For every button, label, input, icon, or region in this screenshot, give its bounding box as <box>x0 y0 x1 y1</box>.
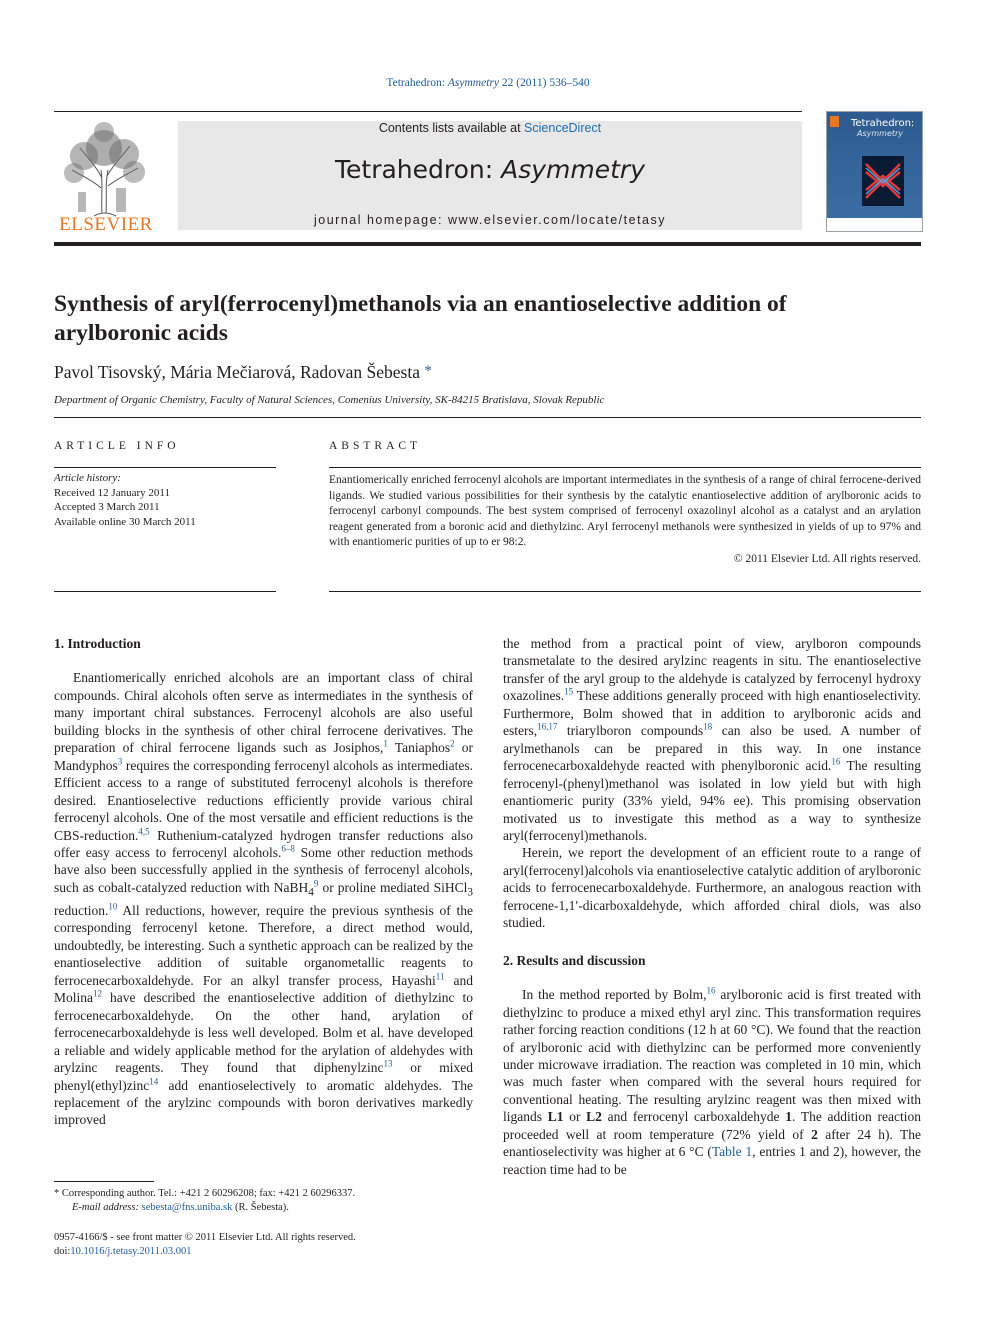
article-title: Synthesis of aryl(ferrocenyl)methanols via an enantioselective addition of arylboronic acids <box>54 291 787 346</box>
title-block-rule <box>54 417 921 418</box>
results-paragraph: In the method reported by Bolm,$^{16}$ arylboronic acid is first treated with diethylzinc to produce a mixed ethyl aryl zinc. This transformation requires rather forcing reaction conditions (12 h at 60 °C). We found that the reaction of arylboronic acid with diethylzinc can be performed more conveniently under microwave irradiation. The reaction was completed in 10 min, which was much faster when compared with the several hours required for conventional heating. The resulting arylzinc reagent was then mixed with ligands L1 or L2 and ferrocenyl carboxaldehyde 1. The addition reaction proceeded well at room temperature (72% yield of 2 after 24 h). The enantioselectivity was higher at 6 °C (Table 1, entries 1 and 2), however, the reaction time had to be <box>503 985 922 1177</box>
ref-link[interactable]: 11 <box>435 971 445 982</box>
sciencedirect-link[interactable]: ScienceDirect <box>524 121 602 135</box>
footnote-rule <box>54 1181 154 1182</box>
accepted-date: Accepted 3 March 2011 <box>54 501 160 513</box>
abstract-copyright: © 2011 Elsevier Ltd. All rights reserved. <box>733 552 921 565</box>
body-column-left <box>54 635 473 1129</box>
ref-link[interactable]: 16 <box>831 756 841 767</box>
ref-link[interactable]: 4,5 <box>138 826 150 837</box>
elsevier-wordmark: ELSEVIER <box>59 214 153 235</box>
journal-name: Tetrahedron: <box>334 155 502 184</box>
abstract-bottom-rule <box>329 591 921 592</box>
received-date: Received 12 January 2011 <box>54 486 170 499</box>
journal-title <box>178 155 802 184</box>
cover-footer-strip <box>827 218 922 231</box>
ref-link[interactable]: 2 <box>450 738 455 749</box>
journal-citation[interactable] <box>0 77 976 89</box>
journal-homepage <box>178 213 802 227</box>
online-date: Available online 30 March 2011 <box>54 515 196 528</box>
article-info-heading: ARTICLE INFO <box>54 440 180 452</box>
homepage-url[interactable]: www.elsevier.com/locate/tetasy <box>448 213 667 227</box>
ref-link[interactable]: 1 <box>383 738 388 749</box>
compound-label[interactable]: L1 <box>547 1109 564 1125</box>
corresponding-author-mark[interactable]: * <box>424 363 432 379</box>
ref-link[interactable]: 13 <box>383 1058 393 1069</box>
top-rule <box>54 111 802 112</box>
intro-paragraph-continued: the method from a practical point of view, arylboron compounds transmetalate to the desired arylzinc reagents in situ. The enantioselective transfer of the aryl group to the aldehyde is catalyzed by ferrocenyl hydroxy oxazolines.$^{15}$ These additions generally proceed with high enantioselectivity. Furthermore, Bolm showed that in addition to arylboronic acids and esters,$^{16,17}$ triarylboron compounds$^{18}$ can also be used. A number of arylmethanols can be prepared in this way. In one instance ferrocenecarboxaldehyde reacted with phenylboronic acid.$^{16}$ The resulting ferrocenyl-(phenyl)methanol was isolated in low yield but with high enantiomeric purity (33% yield, 94% ee). This promising observation motivated us to investigate this method as a way to synthesize aryl(ferrocenyl)methanols. <box>503 636 921 843</box>
contents-line <box>178 121 802 135</box>
homepage-prefix: journal homepage: <box>313 213 449 227</box>
abstract-text: Enantiomerically enriched ferrocenyl alcohols are important intermediates in the synthesis of a range of chiral ferrocene-derived ligands. We studied various possibilities for their synthesis by the catalytic enantioselective addition of arylboronic acids to ferrocenyl carbonyl compounds. The best system comprised of ferrocenyl oxazolinyl alcohol as a catalyst and an arylation reagent generated from a boronic acid and diethylzinc. Aryl ferrocenyl methanols were synthesized in yields of up to 97% and with enantiomeric purities of up to er 98:2. <box>329 474 921 549</box>
ref-link[interactable]: 3 <box>117 756 123 767</box>
citation-journal: Tetrahedron: <box>386 77 448 89</box>
history-heading: Article history: <box>54 472 121 484</box>
front-matter: 0957-4166/$ - see front matter © 2011 Elsevier Ltd. All rights reserved. doi:10.1016/j.tetasy.2011.03.001 <box>54 1232 356 1257</box>
ref-link[interactable]: 16,17 <box>537 721 558 732</box>
cover-art <box>862 156 904 206</box>
journal-name-italic: Asymmetry <box>501 155 646 184</box>
compound-label[interactable]: 2 <box>811 1126 818 1142</box>
intro-paragraph: Herein, we report the development of an efficient route to a range of aryl(ferrocenyl)alcohols via enantioselective catalytic addition of arylboronic acids to ferrocenecarboxaldehyde. Furthermore, an analogous reaction with ferrocene-1,1′-dicarboxaldehyde, which afforded chiral diols, was also studied. <box>503 845 921 931</box>
corresponding-author-footnote: * Corresponding author. Tel.: +421 2 60296208; fax: +421 2 60296337. E-mail address: sebesta@fns.uniba.sk (R. Šebesta). <box>54 1188 356 1213</box>
citation-volume-pages: 22 (2011) 536–540 <box>498 77 590 89</box>
ref-link[interactable]: 16 <box>706 985 716 996</box>
email-label: E-mail address: <box>72 1202 142 1213</box>
affiliation: Department of Organic Chemistry, Faculty of Natural Sciences, Comenius University, SK-84215 Bratislava, Slovak Republic <box>54 394 605 406</box>
abstract <box>329 473 921 568</box>
article-info-bottom-rule <box>54 591 276 592</box>
table-1-link[interactable]: Table 1 <box>711 1144 753 1160</box>
article-info-rule <box>54 467 276 468</box>
intro-paragraph: Enantiomerically enriched alcohols are an important class of chiral compounds. Chiral alcohols often serve as intermediates in the synthesis of many important chiral substances. Ferrocenyl alcohols are also useful building blocks in the synthesis of other chiral ferrocene derivatives. The preparation of chiral ferrocene ligands such as Josiphos,$^1$ Taniaphos$^2$ or Mandyphos$^3$ requires the corresponding ferrocenyl alcohols as intermediates. Efficient access to a range of substituted ferrocenyl alcohols is therefore desired. Enantioselective reductions efficiently provide various chiral ferrocenyl alcohols. One of the most versatile and efficient reductions is the CBS-reduction.$^{4,5}$ Ruthenium-catalyzed hydrogen transfer reductions also offer easy access to ferrocenyl alcohols.$^{6-8}$ Some other reduction methods have also been successfully applied in the synthesis of ferrocenyl alcohols, such as cobalt-catalyzed reduction with NaBH$_4^9$ or proline mediated SiHCl$_3$ reduction.$^{10}$ All reductions, however, require the previous synthesis of the corresponding ferrocenyl ketone. Therefore, a direct method would, undoubtedly, be interesting. Such a synthetic approach can be realized by the enantioselective addition of suitable organometallic reagents to ferrocenecarboxaldehyde. For an alkyl transfer process, Hayashi$^{11}$ and Molina$^{12}$ have described the enantioselective addition of diethylzinc to ferrocenecarboxaldehyde. On the other hand, arylation of ferrocenecarboxaldehyde is less well developed. Bolm et al. have developed a reliable and widely applicable method for the arylation of aldehydes with arylzinc reagents. They found that diphenylzinc$^{13}$ or mixed phenyl(ethyl)zinc$^{14}$ add enantioselectively to aromatic aldehydes. The replacement of the arylzinc compounds with boron derivatives markedly improved <box>54 670 473 1128</box>
ref-link[interactable]: 12 <box>93 988 102 999</box>
cover-title <box>851 119 914 138</box>
cover-badge <box>830 116 839 127</box>
header-thick-rule <box>54 242 921 246</box>
contents-prefix: Contents lists available at <box>378 121 525 135</box>
ref-link[interactable]: 9 <box>313 878 319 889</box>
section-heading-results: 2. Results and discussion <box>503 952 646 968</box>
footnote-mark: * <box>54 1188 60 1199</box>
compound-label[interactable]: L2 <box>586 1109 602 1125</box>
citation-journal-italic: Asymmetry <box>447 77 499 89</box>
issn-line: 0957-4166/$ - see front matter © 2011 Elsevier Ltd. All rights reserved. <box>54 1232 356 1243</box>
ref-link[interactable]: 15 <box>564 686 574 697</box>
author-list <box>54 362 432 383</box>
compound-label[interactable]: 1 <box>785 1109 792 1125</box>
journal-cover-thumbnail[interactable] <box>826 111 923 232</box>
authors: Pavol Tisovský, Mária Mečiarová, Radovan Šebesta <box>54 362 420 382</box>
ref-link[interactable]: 18 <box>703 721 713 732</box>
article-history <box>54 471 276 529</box>
section-heading-introduction: 1. Introduction <box>54 636 141 651</box>
corresponding-author-contact: Corresponding author. Tel.: +421 2 60296208; fax: +421 2 60296337. <box>61 1188 356 1199</box>
abstract-rule <box>329 467 921 468</box>
cover-title-main: Tetrahedron: <box>851 118 915 129</box>
abstract-heading: ABSTRACT <box>329 440 422 452</box>
body-column-right <box>503 635 921 1178</box>
email-link[interactable]: sebesta@fns.uniba.sk <box>141 1202 233 1213</box>
ref-link[interactable]: 6–8 <box>281 843 295 854</box>
ref-link[interactable]: 10 <box>108 901 118 912</box>
cover-title-sub: Asymmetry <box>857 128 904 138</box>
doi-link[interactable]: 10.1016/j.tetasy.2011.03.001 <box>70 1246 192 1257</box>
ref-link[interactable]: 14 <box>149 1076 159 1087</box>
